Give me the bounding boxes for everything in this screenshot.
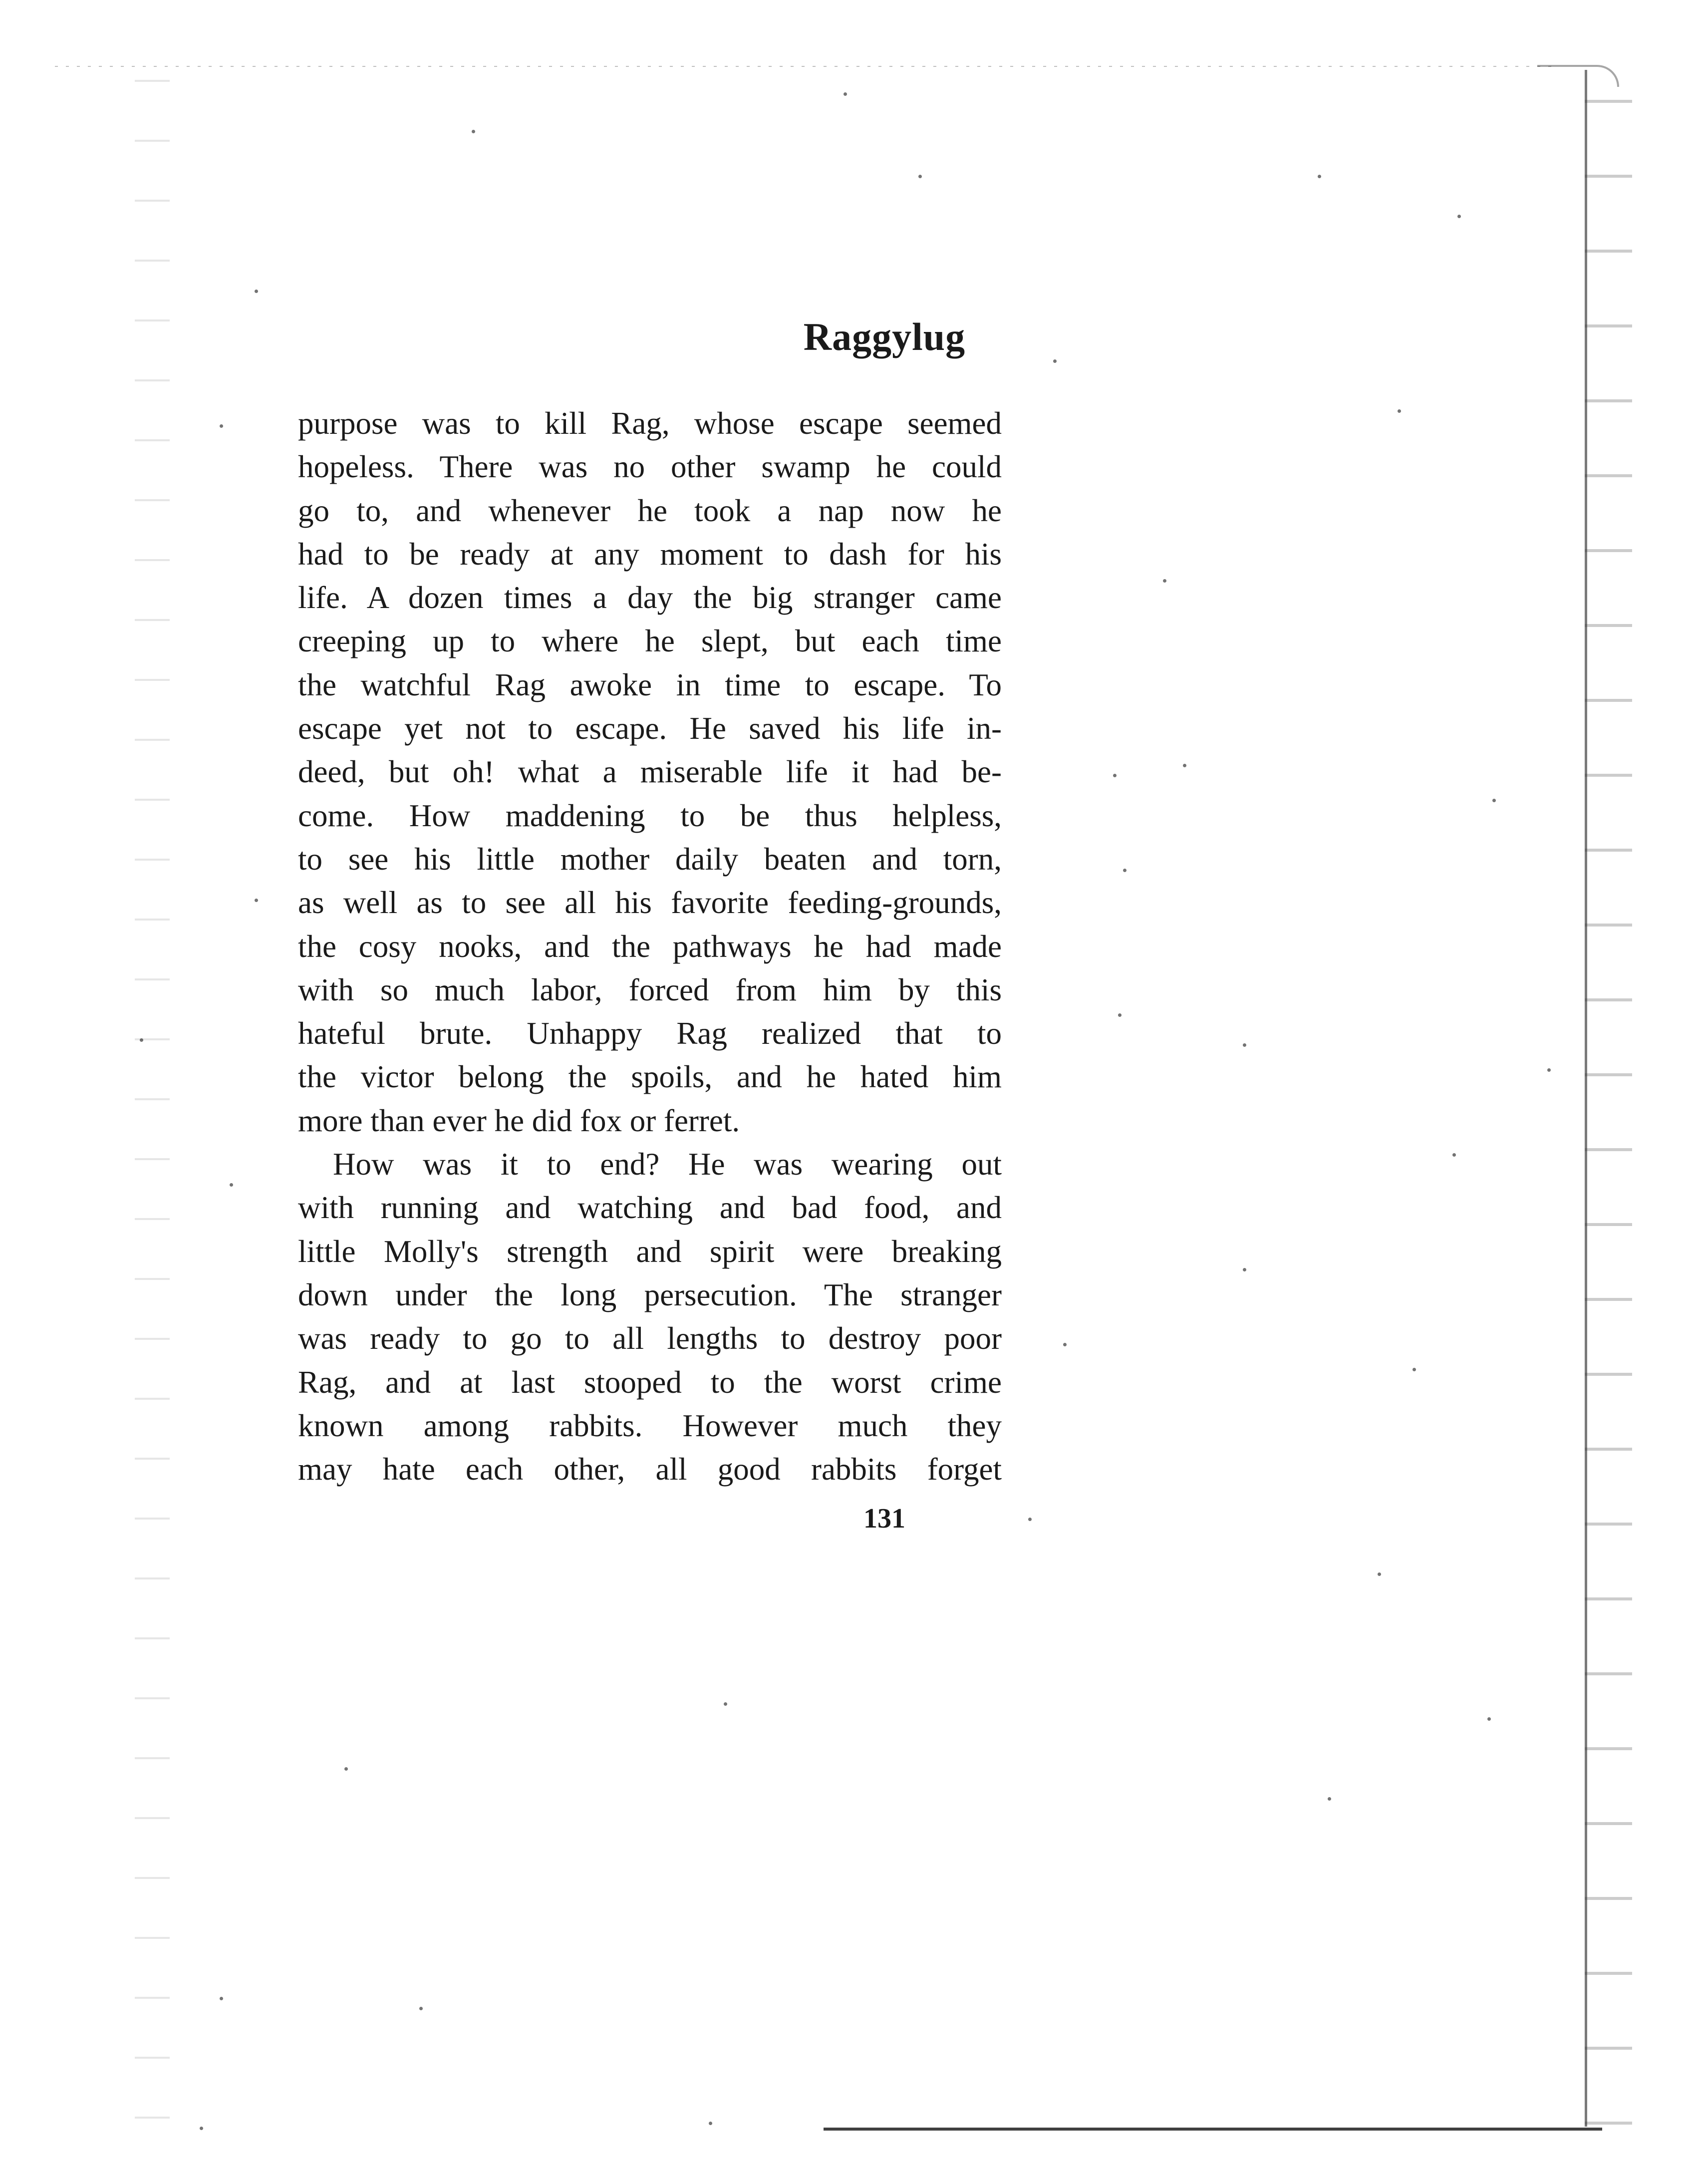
scan-speck: [1452, 1153, 1456, 1157]
scan-right-edge: [1585, 70, 1632, 2127]
scan-speck: [844, 92, 847, 96]
body-text: [298, 402, 1002, 1491]
text-line: with so much labor, forced from him by this: [298, 972, 1002, 1007]
scan-speck: [140, 1038, 143, 1042]
scan-speck: [472, 130, 475, 133]
scan-speck: [709, 2122, 712, 2125]
scan-speck: [419, 2007, 423, 2010]
scan-speck: [1053, 359, 1057, 363]
scan-speck: [1457, 215, 1461, 218]
text-line: purpose was to kill Rag, whose escape seemed: [298, 406, 1002, 441]
text-line: life. A dozen times a day the big stranger came: [298, 580, 1002, 616]
scan-speck: [1183, 764, 1186, 767]
text-line: had to be ready at any moment to dash for his: [298, 536, 1002, 572]
scan-speck: [1547, 1068, 1551, 1072]
scan-speck: [1243, 1043, 1246, 1047]
text-line: was ready to go to all lengths to destroy poor: [298, 1321, 1002, 1356]
text-line: Rag, and at last stooped to the worst crime: [298, 1364, 1002, 1400]
scan-speck: [220, 424, 223, 428]
text-line: down under the long persecution. The stranger: [298, 1277, 1002, 1312]
scan-speck: [230, 1183, 233, 1187]
scan-left-edge: [135, 60, 170, 2147]
scan-speck: [200, 2127, 203, 2130]
scan-speck: [1243, 1268, 1246, 1271]
text-line: escape yet not to escape. He saved his life in-: [298, 711, 1002, 746]
text-line: the watchful Rag awoke in time to escape. To: [298, 667, 1002, 702]
scan-speck: [255, 899, 258, 902]
scan-speck: [1328, 1797, 1331, 1801]
scan-speck: [1063, 1343, 1067, 1346]
text-line: the cosy nooks, and the pathways he had made: [298, 929, 1002, 964]
scan-speck: [1118, 1013, 1122, 1017]
text-line: known among rabbits. However much they: [298, 1408, 1002, 1443]
scan-speck: [1378, 1572, 1381, 1576]
scan-speck: [1113, 774, 1117, 777]
scan-speck: [1492, 799, 1496, 802]
scan-speck: [344, 1767, 348, 1771]
text-line: may hate each other, all good rabbits forget: [298, 1452, 1002, 1487]
text-line: deed, but oh! what a miserable life it had be-: [298, 754, 1002, 790]
page-number: 131: [863, 1503, 905, 1534]
scan-speck: [1398, 409, 1401, 413]
running-head: Raggylug: [803, 315, 966, 358]
scan-speck: [1412, 1368, 1416, 1371]
text-line: to see his little mother daily beaten and torn,: [298, 841, 1002, 877]
text-line: hopeless. There was no other swamp he could: [298, 449, 1002, 485]
scan-speck: [220, 1997, 223, 2000]
text-line: with running and watching and bad food, and: [298, 1190, 1002, 1226]
scan-speck: [255, 290, 258, 293]
text-line: come. How maddening to be thus helpless,: [298, 798, 1002, 833]
text-line: the victor belong the spoils, and he hated him: [298, 1059, 1002, 1095]
text-line: How was it to end? He was wearing out: [333, 1147, 1002, 1182]
scan-bottom-edge: [824, 2128, 1602, 2131]
text-line: as well as to see all his favorite feeding-grounds,: [298, 885, 1002, 921]
text-line: go to, and whenever he took a nap now he: [298, 493, 1002, 528]
text-line: hateful brute. Unhappy Rag realized that to: [298, 1016, 1002, 1051]
scan-speck: [1318, 175, 1321, 178]
scan-speck: [724, 1702, 727, 1706]
scan-speck: [918, 175, 922, 178]
scan-speck: [1487, 1717, 1491, 1721]
text-line: creeping up to where he slept, but each time: [298, 624, 1002, 659]
scan-top-edge: [55, 66, 1552, 67]
scan-speck: [1123, 869, 1127, 872]
scan-speck: [1163, 579, 1166, 583]
text-line: little Molly's strength and spirit were breaking: [298, 1234, 1002, 1269]
text-line: more than ever he did fox or ferret.: [298, 1103, 740, 1138]
